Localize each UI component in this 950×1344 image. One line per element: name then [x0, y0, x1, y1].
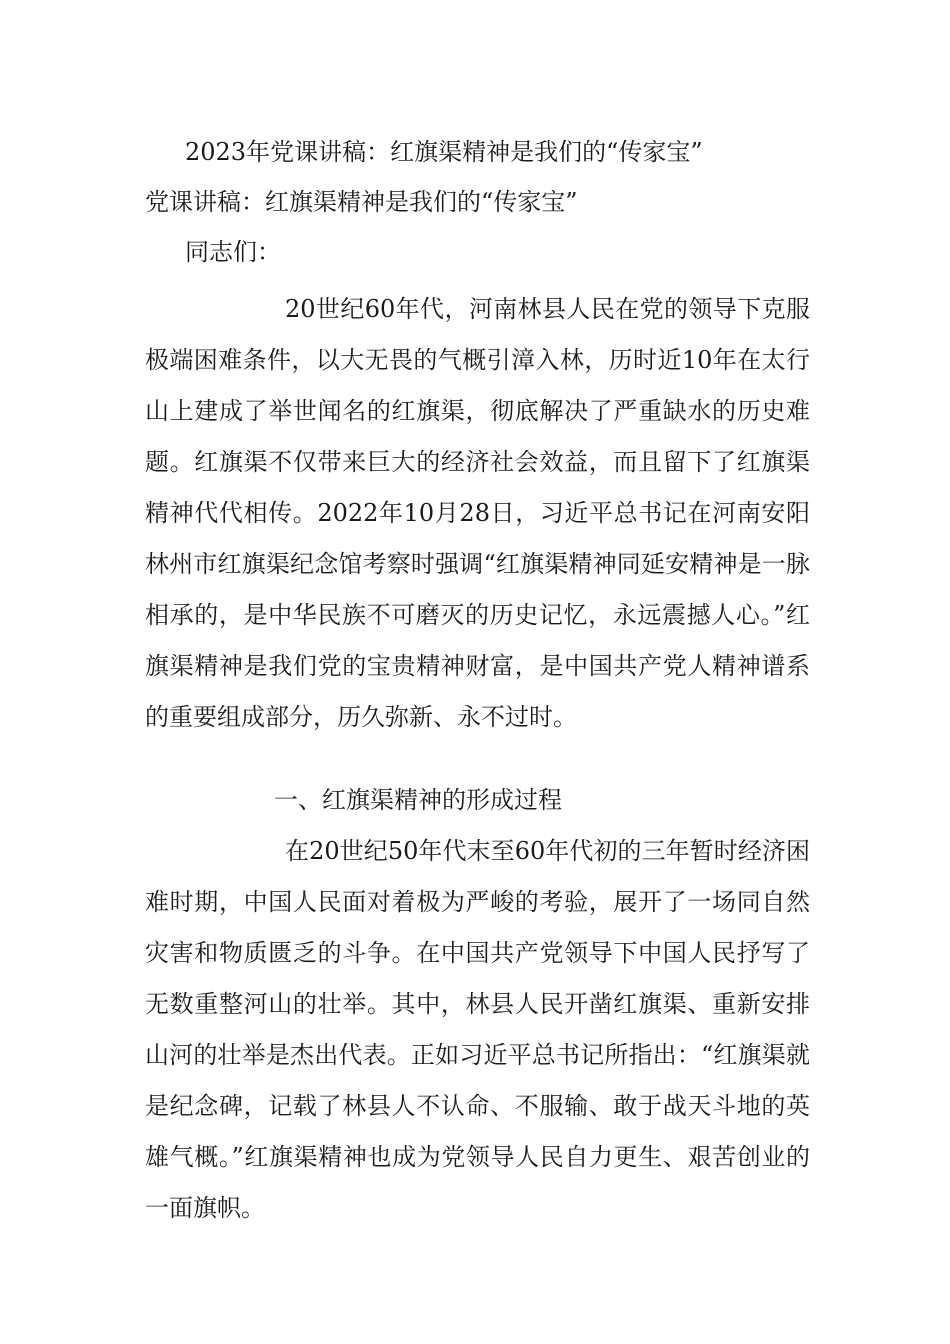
document-title: 2023年党课讲稿：红旗渠精神是我们的“传家宝” [185, 138, 703, 166]
paragraph-intro: 20世纪60年代，河南林县人民在党的领导下克服极端困难条件，以大无畏的气概引漳入林，历时近10年在太行山上建成了举世闻名的红旗渠，彻底解决了严重缺水的历史难题。红旗渠不仅带来巨大的经济社会效益，而且留下了红旗渠精神代代相传。2022年10月28日，习近平总书记在河南安阳林州市红旗渠纪念馆考察时强调“红旗渠精神同延安精神是一脉相承的，是中华民族不可磨灭的历史记忆，永远震撼人心。”红旗渠精神是我们党的宝贵精神财富，是中国共产党人精神谱系的重要组成部分，历久弥新、永不过时。 [145, 295, 810, 731]
paragraph-formation: 在20世纪50年代末至60年代初的三年暂时经济困难时期，中国人民面对着极为严峻的考验，展开了一场同自然灾害和物质匮乏的斗争。在中国共产党领导下中国人民抒写了无数重整河山的壮举。其中，林县人民开凿红旗渠、重新安排山河的壮举是杰出代表。正如习近平总书记所指出：“红旗渠就是纪念碑，记载了林县人不认命、不服输、敢于战天斗地的英雄气概。”红旗渠精神也成为党领导人民自力更生、艰苦创业的一面旗帜。 [145, 837, 810, 1222]
salutation: 同志们： [185, 238, 281, 266]
section-heading: 一、红旗渠精神的形成过程 [274, 786, 562, 814]
document-subtitle: 党课讲稿：红旗渠精神是我们的“传家宝” [145, 188, 578, 216]
